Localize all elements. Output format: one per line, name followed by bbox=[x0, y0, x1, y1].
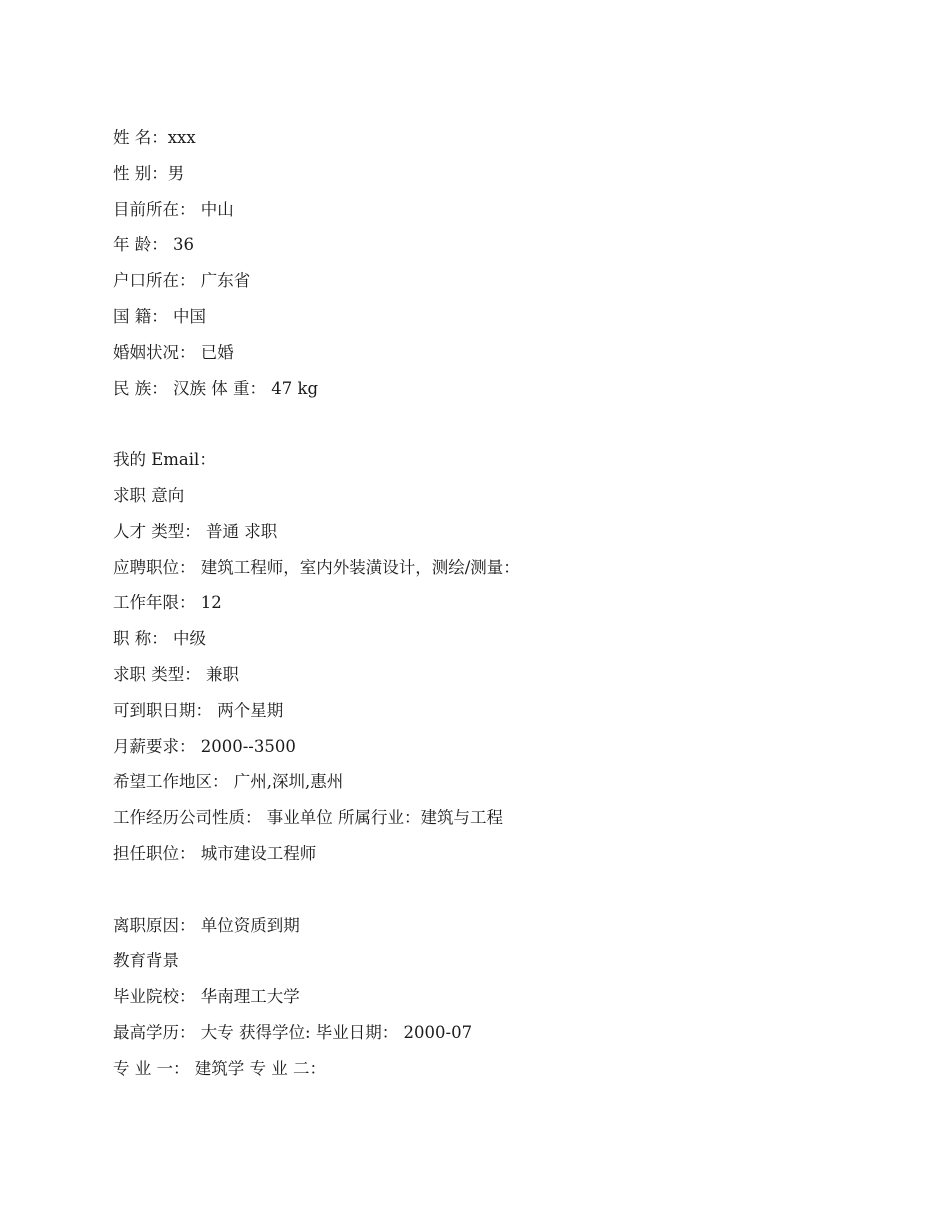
education-heading: 教育背景 bbox=[113, 951, 179, 971]
applied-position-line: 应聘职位： 建筑工程师，室内外装潢设计，测绘/测量： bbox=[113, 557, 520, 577]
job-intention-heading: 求职 意向 bbox=[113, 485, 185, 505]
leaving-reason-line: 离职原因： 单位资质到期 bbox=[113, 915, 300, 935]
highest-education-line: 最高学历： 大专 获得学位: 毕业日期： 2000-07 bbox=[113, 1022, 473, 1042]
email-line: 我的 Email： bbox=[113, 450, 216, 470]
school-line: 毕业院校： 华南理工大学 bbox=[113, 987, 300, 1007]
talent-type-line: 人才 类型： 普通 求职 bbox=[113, 521, 278, 541]
blank-line bbox=[113, 406, 873, 442]
salary-line: 月薪要求： 2000--3500 bbox=[113, 736, 296, 756]
preferred-region-line: 希望工作地区： 广州,深圳,惠州 bbox=[113, 772, 344, 792]
marital-status-line: 婚姻状况： 已婚 bbox=[113, 342, 234, 362]
title-line: 职 称： 中级 bbox=[113, 629, 206, 649]
ethnicity-weight-line: 民 族： 汉族 体 重： 47 kg bbox=[113, 378, 319, 398]
work-years-line: 工作年限： 12 bbox=[113, 593, 222, 613]
name-line: 姓 名：xxx bbox=[113, 128, 196, 147]
blank-line bbox=[113, 872, 873, 908]
held-position-line: 担任职位： 城市建设工程师 bbox=[113, 843, 317, 863]
nationality-line: 国 籍： 中国 bbox=[113, 306, 206, 326]
gender-line: 性 别：男 bbox=[113, 163, 185, 183]
age-line: 年 龄： 36 bbox=[113, 235, 194, 255]
resume-content bbox=[113, 120, 873, 1087]
current-location-line: 目前所在： 中山 bbox=[113, 199, 234, 219]
major-line: 专 业 一： 建筑学 专 业 二： bbox=[113, 1058, 326, 1078]
available-date-line: 可到职日期： 两个星期 bbox=[113, 700, 284, 720]
company-nature-line: 工作经历公司性质： 事业单位 所属行业：建筑与工程 bbox=[113, 808, 503, 828]
job-type-line: 求职 类型： 兼职 bbox=[113, 664, 239, 684]
household-registration-line: 户口所在： 广东省 bbox=[113, 271, 251, 291]
